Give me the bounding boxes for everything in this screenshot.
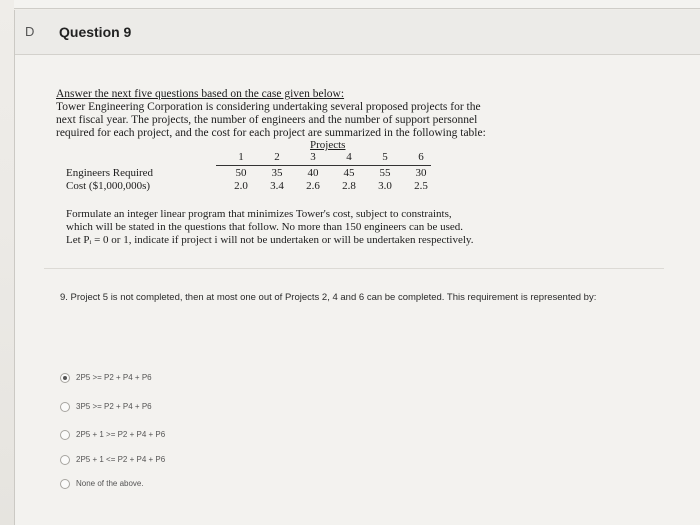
formulate-line: which will be stated in the questions that follow. No more than 150 engineers can be used. xyxy=(66,221,464,233)
option-label[interactable]: 2P5 >= P2 + P4 + P6 xyxy=(76,373,152,382)
table-cell: 45 xyxy=(343,167,355,179)
case-description xyxy=(56,88,526,140)
col-header: 1 xyxy=(238,151,244,163)
case-line: Tower Engineering Corporation is considering undertaking several proposed projects for the xyxy=(56,101,481,113)
radio-button[interactable] xyxy=(60,402,70,412)
option-label[interactable]: 2P5 + 1 <= P2 + P4 + P6 xyxy=(76,455,166,464)
projects-table xyxy=(56,139,526,199)
top-strip xyxy=(14,0,700,9)
table-cell: 35 xyxy=(271,167,283,179)
question-title: Question 9 xyxy=(59,24,132,40)
col-header: 5 xyxy=(382,151,388,163)
col-header: 3 xyxy=(310,151,316,163)
table-cell: 2.0 xyxy=(234,180,248,192)
option-label[interactable]: 3P5 >= P2 + P4 + P6 xyxy=(76,402,152,411)
formulate-text xyxy=(66,208,536,247)
radio-button[interactable] xyxy=(60,373,70,383)
row-label: Engineers Required xyxy=(66,167,154,179)
formulate-line: Let Pᵢ = 0 or 1, indicate if project i will not be undertaken or will be undertaken respectively. xyxy=(66,234,474,246)
table-cell: 2.8 xyxy=(342,180,356,192)
option-label[interactable]: None of the above. xyxy=(76,479,144,488)
table-cell: 3.4 xyxy=(270,180,284,192)
flag-icon[interactable]: D xyxy=(25,24,35,39)
table-cell: 40 xyxy=(307,167,319,179)
case-line: required for each project, and the cost for each project are summarized in the following table: xyxy=(56,127,486,139)
projects-label: Projects xyxy=(310,139,346,151)
question-header xyxy=(15,10,700,55)
case-line: next fiscal year. The projects, the number of engineers and the number of support personnel xyxy=(56,114,478,126)
formulate-line: Formulate an integer linear program that minimizes Tower's cost, subject to constraints, xyxy=(66,208,452,220)
option-label[interactable]: 2P5 + 1 >= P2 + P4 + P6 xyxy=(76,430,166,439)
col-header: 4 xyxy=(346,151,352,163)
case-heading: Answer the next five questions based on the case given below: xyxy=(56,88,345,100)
table-rule xyxy=(216,165,431,166)
col-header: 6 xyxy=(418,151,424,163)
table-cell: 30 xyxy=(415,167,427,179)
radio-button[interactable] xyxy=(60,430,70,440)
table-cell: 3.0 xyxy=(378,180,392,192)
row-label: Cost ($1,000,000s) xyxy=(66,180,151,192)
question-prompt: 9. Project 5 is not completed, then at most one out of Projects 2, 4 and 6 can be completed. This requirement is represented by: xyxy=(60,292,597,303)
table-cell: 2.5 xyxy=(414,180,428,192)
table-cell: 50 xyxy=(235,167,247,179)
table-cell: 2.6 xyxy=(306,180,320,192)
divider xyxy=(44,268,664,269)
col-header: 2 xyxy=(274,151,280,163)
table-cell: 55 xyxy=(379,167,391,179)
radio-button[interactable] xyxy=(60,479,70,489)
radio-button[interactable] xyxy=(60,455,70,465)
